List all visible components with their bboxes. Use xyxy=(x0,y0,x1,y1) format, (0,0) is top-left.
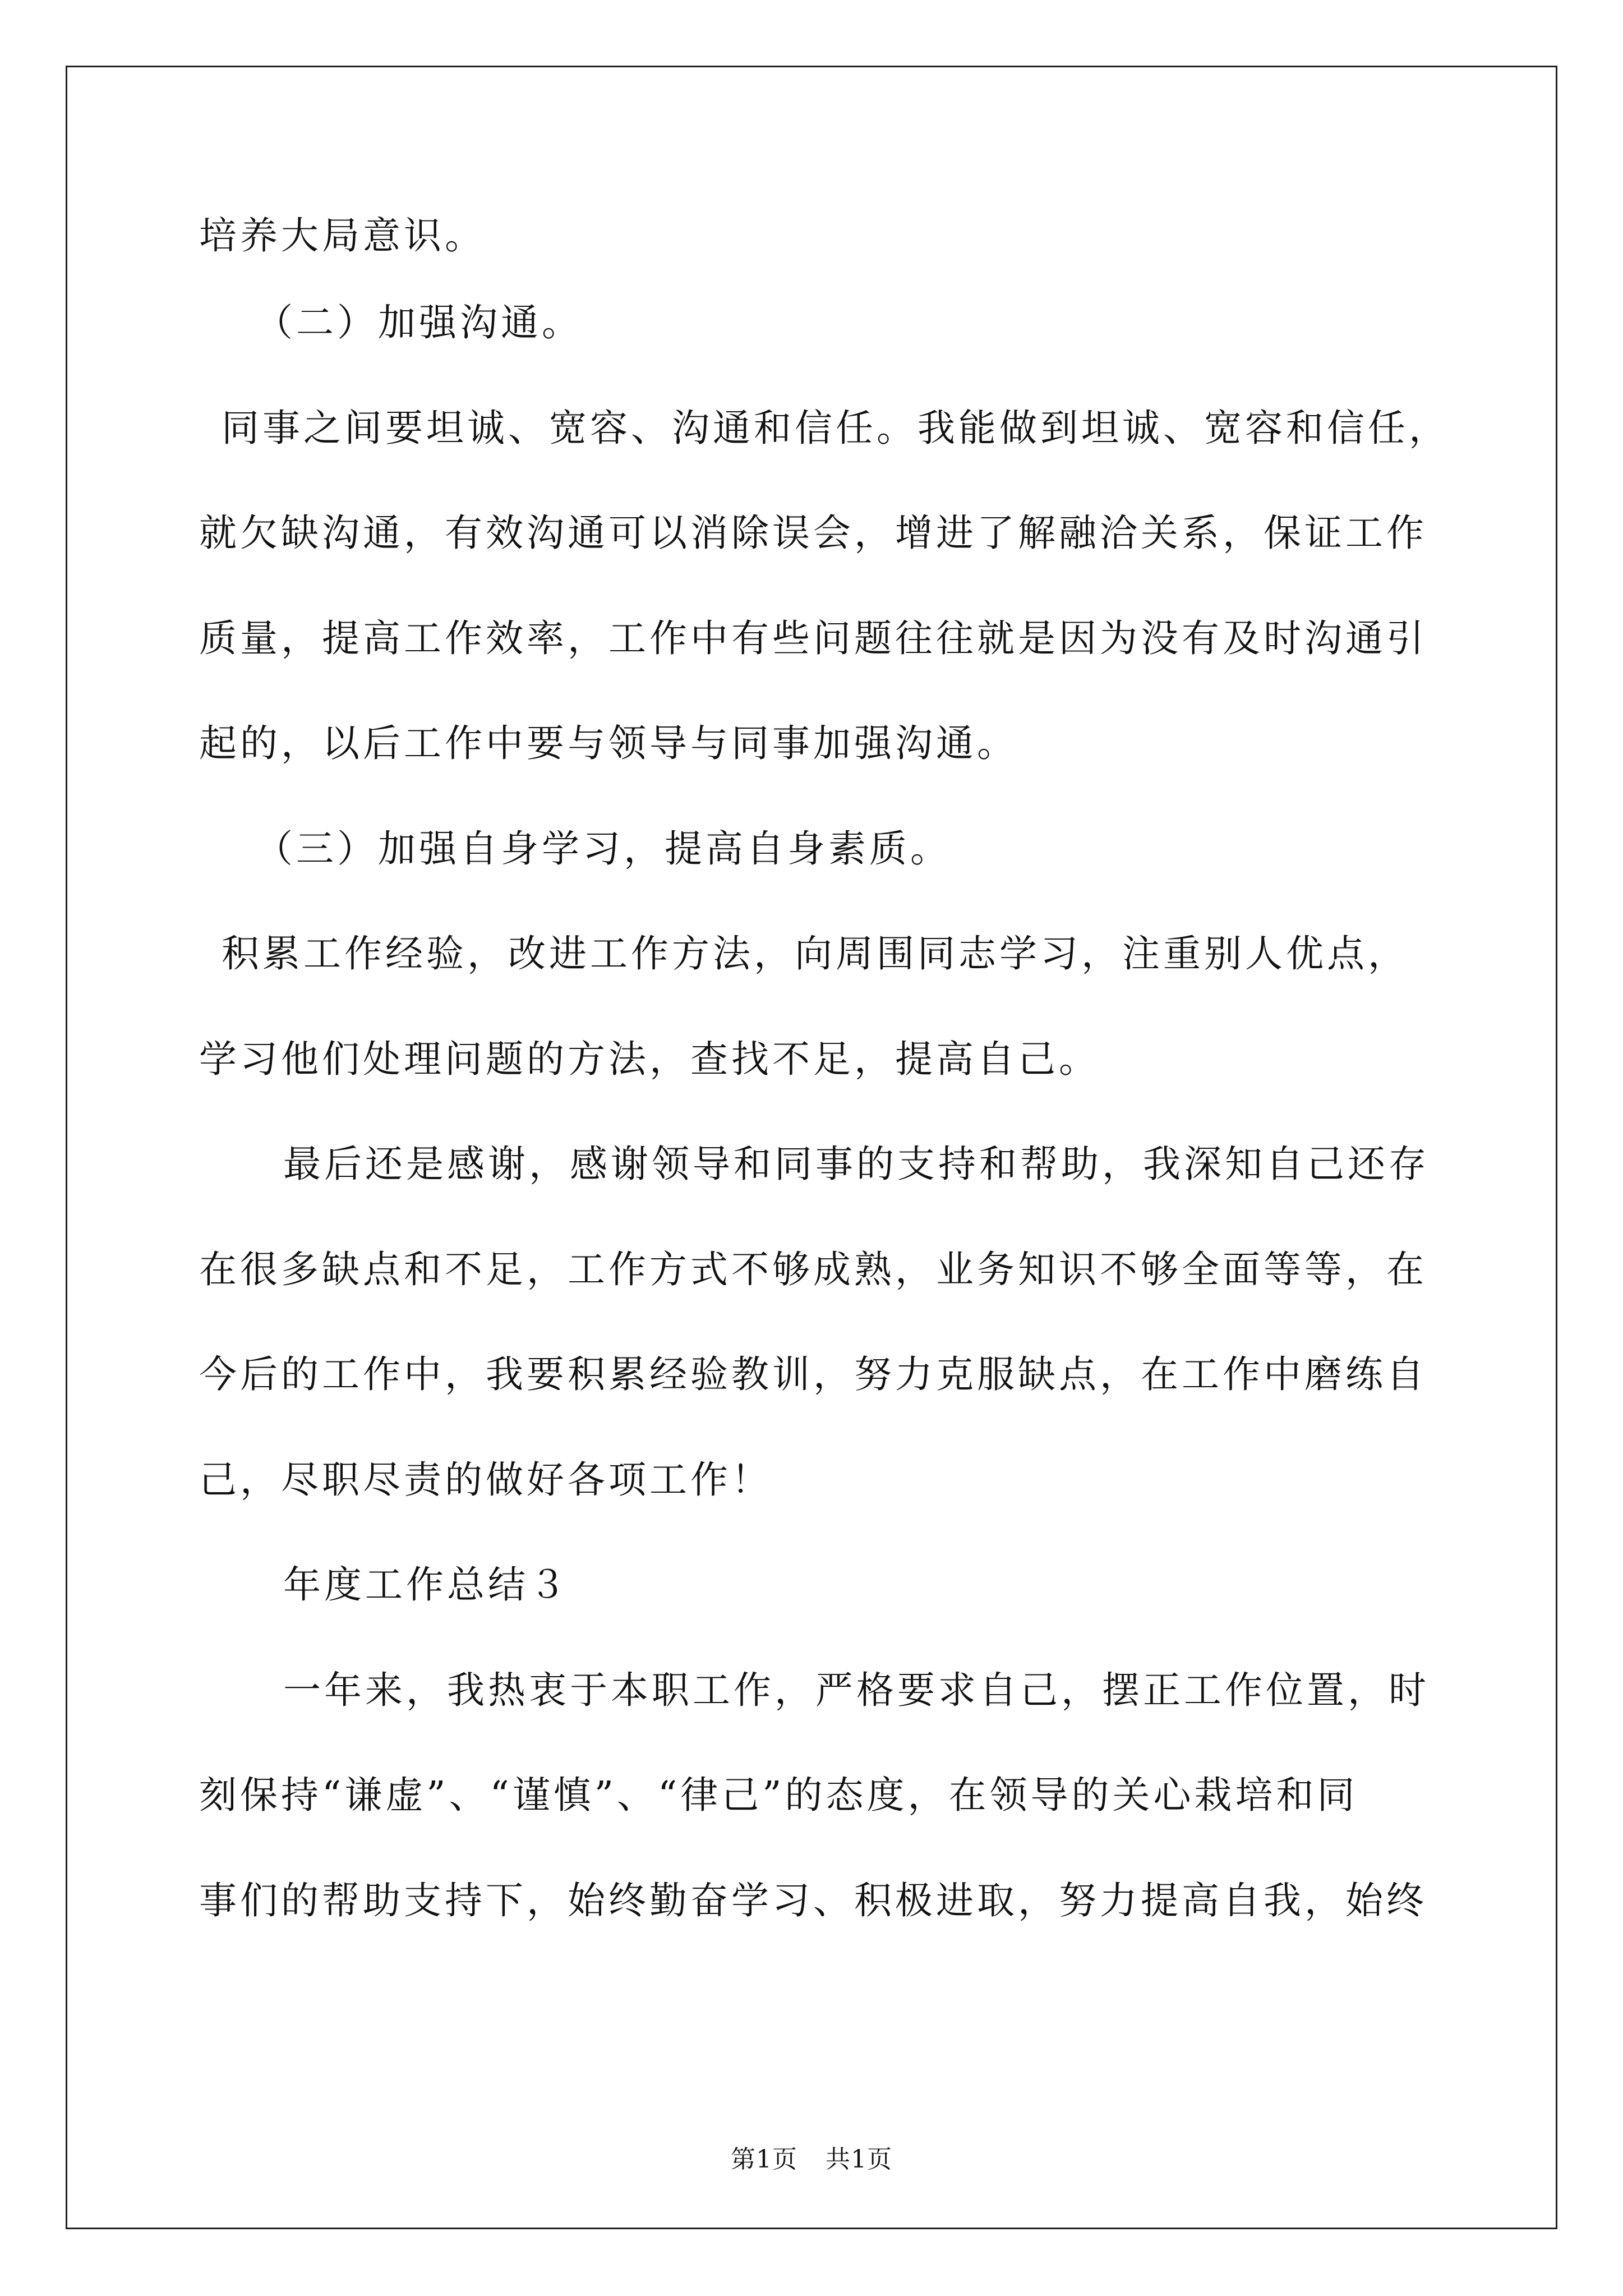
body-line: 学习他们处理问题的方法，查找不足，提高自己。 xyxy=(199,1037,1100,1081)
body-line: 积累工作经验，改进工作方法，向周围同志学习，注重别人优点， xyxy=(222,932,1409,976)
body-line: 刻保持“谦虚”、“谨慎”、“律己”的态度，在领导的关心栽培和同 xyxy=(199,1773,1358,1817)
section-heading: （三）加强自身学习，提高自身素质。 xyxy=(255,827,951,871)
body-line: 质量，提高工作效率，工作中有些问题往往就是因为没有及时沟通引 xyxy=(199,616,1427,660)
page-number-total: 共1页 xyxy=(826,2145,892,2174)
body-line: 事们的帮助支持下，始终勤奋学习、积极进取，努力提高自我，始终 xyxy=(199,1879,1427,1922)
body-line: 最后还是感谢，感谢领导和同事的支持和帮助，我深知自己还存 xyxy=(283,1142,1430,1186)
page-footer xyxy=(0,2143,1623,2177)
body-line: 同事之间要坦诚、宽容、沟通和信任。我能做到坦诚、宽容和信任， xyxy=(222,406,1450,450)
body-line: 就欠缺沟通，有效沟通可以消除误会，增进了解融洽关系，保证工作 xyxy=(199,511,1427,555)
section-heading: （二）加强沟通。 xyxy=(255,301,583,344)
body-line: 培养大局意识。 xyxy=(199,214,486,257)
page-number-current: 第1页 xyxy=(731,2145,797,2174)
body-line: 一年来，我热衷于本职工作，严格要求自己，摆正工作位置，时 xyxy=(283,1668,1430,1712)
section-title: 年度工作总结３ xyxy=(283,1563,570,1607)
body-line: 起的，以后工作中要与领导与同事加强沟通。 xyxy=(199,721,1018,765)
body-line: 在很多缺点和不足，工作方式不够成熟，业务知识不够全面等等，在 xyxy=(199,1248,1427,1291)
body-line: 今后的工作中，我要积累经验教训，努力克服缺点，在工作中磨练自 xyxy=(199,1352,1427,1396)
body-line: 己，尽职尽责的做好各项工作！ xyxy=(199,1458,772,1502)
